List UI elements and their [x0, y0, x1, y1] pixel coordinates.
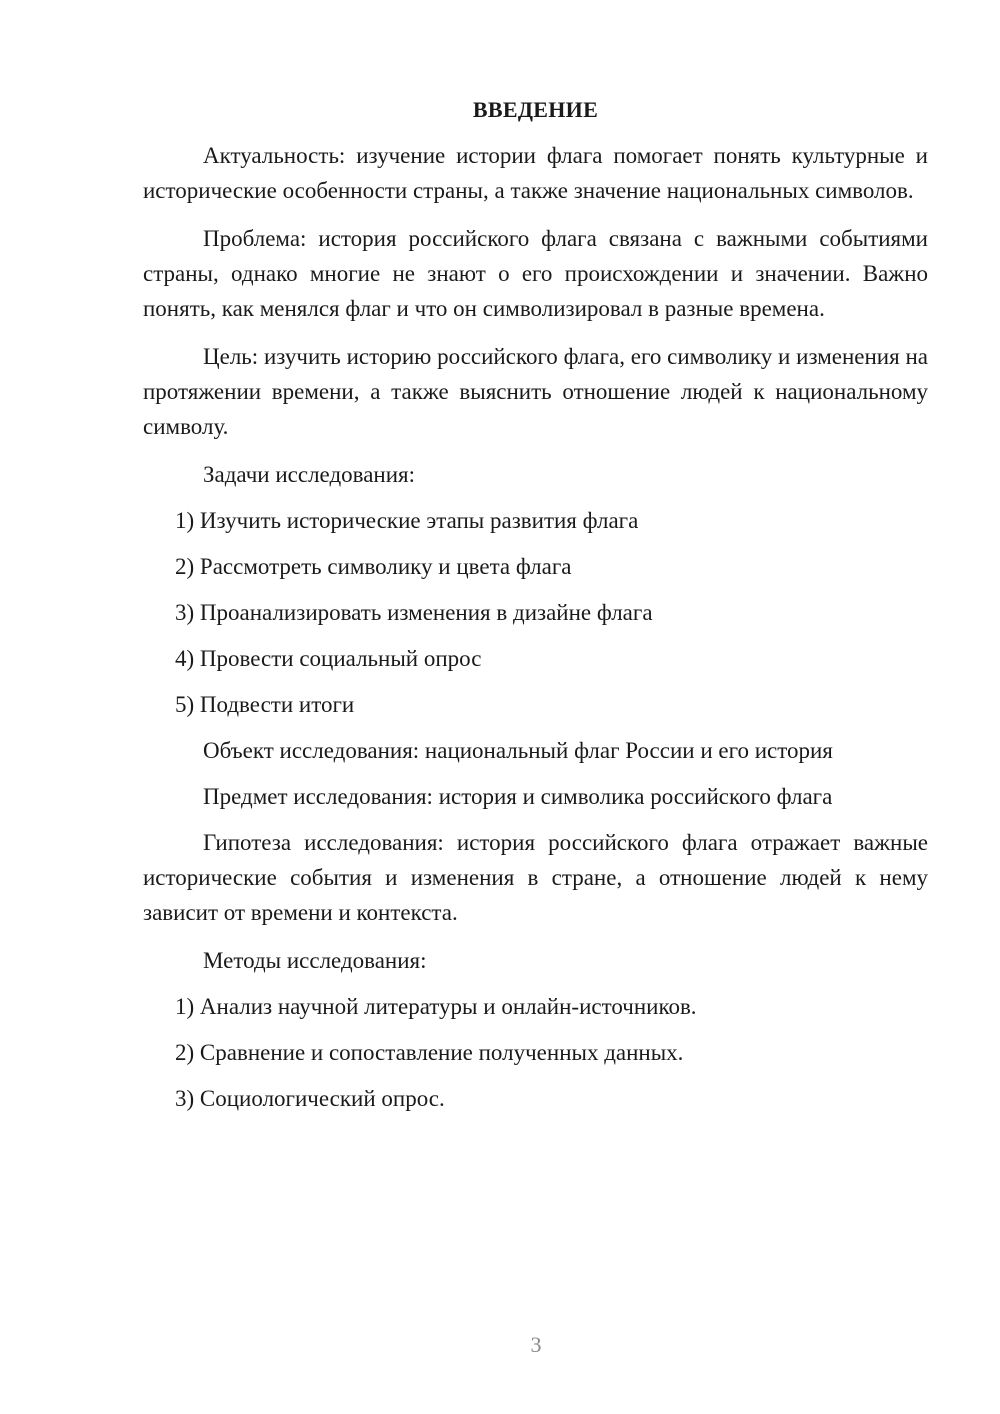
tasks-heading: Задачи исследования:	[203, 462, 416, 487]
task-item: 3) Проанализировать изменения в дизайне флага	[175, 600, 653, 625]
methods-heading: Методы исследования:	[203, 948, 427, 973]
method-item: 2) Сравнение и сопоставление полученных данных.	[175, 1040, 684, 1065]
research-object: Объект исследования: национальный флаг России и его история	[203, 738, 833, 763]
method-item: 1) Анализ научной литературы и онлайн-источников.	[175, 994, 697, 1019]
task-item: 1) Изучить исторические этапы развития флага	[175, 508, 639, 533]
relevance-paragraph: Актуальность: изучение истории флага помогает понять культурные и исторические особенности страны, а также значение национальных символов.	[143, 143, 928, 203]
task-item: 5) Подвести итоги	[175, 692, 355, 717]
page-content	[143, 92, 928, 1116]
page-number: 3	[530, 1332, 542, 1357]
task-item: 4) Провести социальный опрос	[175, 646, 482, 671]
goal-paragraph: Цель: изучить историю российского флага, его символику и изменения на протяжении времени, а также выяснить отношение людей к национальному символу.	[143, 344, 928, 439]
hypothesis-paragraph: Гипотеза исследования: история российского флага отражает важные исторические события и изменения в стране, а отношение людей к нему зависит от времени и контекста.	[143, 830, 928, 925]
method-item: 3) Социологический опрос.	[175, 1086, 445, 1111]
task-item: 2) Рассмотреть символику и цвета флага	[175, 554, 572, 579]
page-title: ВВЕДЕНИЕ	[472, 97, 599, 122]
research-subject: Предмет исследования: история и символика российского флага	[203, 784, 833, 809]
problem-paragraph: Проблема: история российского флага связана с важными событиями страны, однако многие не знают о его происхождении и значении. Важно понять, как менялся флаг и что он символизировал в разные времена.	[143, 226, 928, 321]
